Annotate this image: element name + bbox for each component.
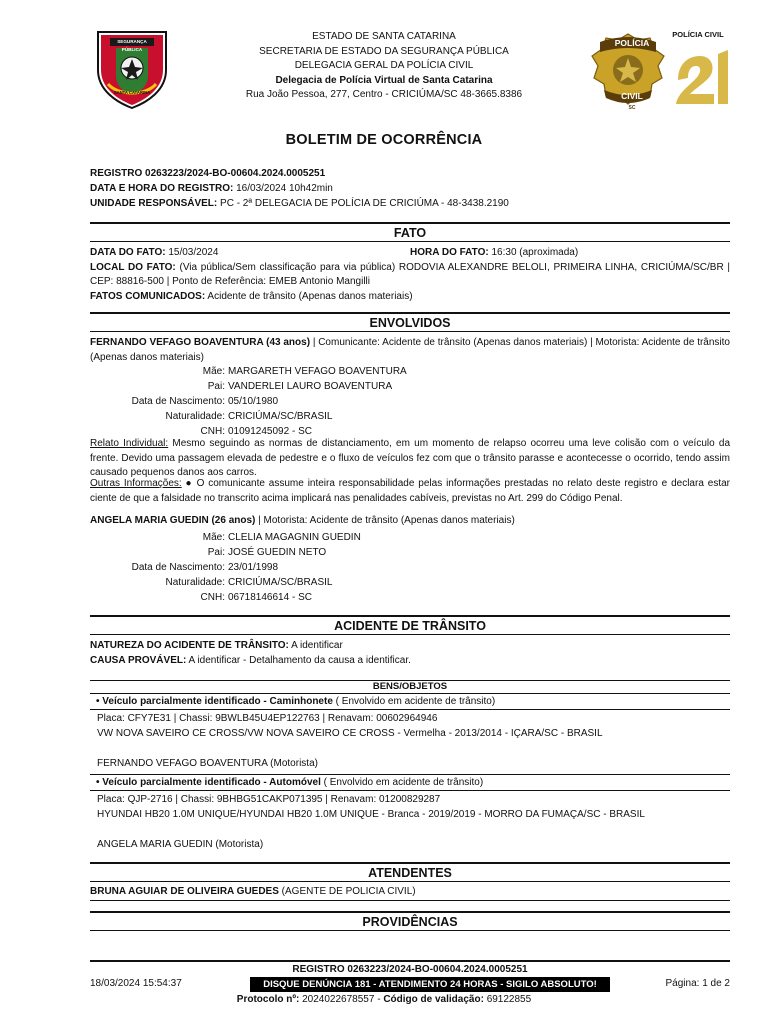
envolvido-1-pai (90, 379, 730, 394)
registro-line (90, 166, 730, 181)
header-address: Rua João Pessoa, 277, Centro - CRICIÚMA/SC 48-3665.8386 (245, 89, 523, 101)
naturalidade-value: CRICIÚMA/SC/BRASIL (228, 577, 333, 588)
envolvido-2-header (90, 514, 730, 529)
vehicle-2-ids: Placa: QJP-2716 | Chassi: 9BHBG51CAKP071395 | Renavam: 01200829287 (97, 794, 441, 805)
acidente-causa-row (90, 654, 730, 669)
naturalidade-value: CRICIÚMA/SC/BRASIL (228, 411, 333, 422)
pai-label: Pai: (207, 381, 225, 392)
fato-local-row (90, 261, 730, 290)
footer-registro: REGISTRO 0263223/2024-BO-00604.2024.0005251 (90, 960, 730, 977)
registro-label: REGISTRO (90, 168, 143, 179)
fato-local-value: (Via pública/Sem classificação para via pública) RODOVIA ALEXANDRE BELOLI, PRIMEIRA LINHA, CRICIÚMA/SC/BR | CEP: 88816-500 | Ponto de Referência: EMEB Antonio Mangilli (90, 261, 730, 287)
badge-text-bottom: CIVIL (621, 91, 643, 101)
policia-civil-label: POLÍCIA CIVIL (672, 30, 724, 39)
vehicle-2-model: HYUNDAI HB20 1.0M UNIQUE/HYUNDAI HB20 1.0M UNIQUE - Branca - 2019/2019 - MORRO DA FUMAÇA/SC - BRASIL (97, 809, 645, 820)
section-heading-acidente: ACIDENTE DE TRÂNSITO (90, 615, 730, 635)
logo-left-text-bottom: SANTA CATARINA (113, 90, 151, 95)
policia-civil-badge-logo (590, 28, 734, 114)
vehicle-1-title: • Veículo parcialmente identificado - Caminhonete (96, 696, 333, 707)
bens-objetos-heading: BENS/OBJETOS (90, 680, 730, 694)
atendente-name: BRUNA AGUIAR DE OLIVEIRA GUEDES (90, 886, 279, 897)
section-heading-providencias: PROVIDÊNCIAS (90, 911, 730, 931)
vehicle-1-driver: FERNANDO VEFAGO BOAVENTURA (Motorista) (97, 758, 318, 769)
data-hora-value: 16/03/2024 10h42min (236, 183, 333, 194)
vehicle-divider (90, 774, 730, 775)
unidade-value: PC - 2ª DELEGACIA DE POLÍCIA DE CRICIÚMA - 48-3438.2190 (220, 198, 509, 209)
nascimento-label: Data de Nascimento: (131, 562, 225, 573)
pai-value: JOSÉ GUEDIN NETO (228, 547, 327, 558)
document-title: BOLETIM DE OCORRÊNCIA (285, 132, 483, 148)
acidente-block (90, 639, 730, 668)
vehicle-1-spacer (97, 741, 730, 756)
fato-hora-col (410, 246, 730, 261)
natureza-value: A identificar (291, 640, 343, 651)
pai-value: VANDERLEI LAURO BOAVENTURA (228, 381, 393, 392)
protocolo-value: 2024022678557 (302, 994, 375, 1005)
section-heading-fato: FATO (90, 222, 730, 242)
envolvido-2-naturalidade (90, 575, 730, 590)
fato-hora-label: HORA DO FATO: (410, 247, 489, 258)
fato-hora-value: 16:30 (aproximada) (491, 247, 579, 258)
envolvido-1-roles: | Comunicante: Acidente de trânsito (Apenas danos materiais) | Motorista: Acidente de trânsito (Apenas danos materiais) (90, 337, 730, 363)
vehicle-1-status: ( Envolvido em acidente de trânsito) (332, 696, 496, 707)
natureza-label: NATUREZA DO ACIDENTE DE TRÂNSITO: (90, 640, 289, 651)
nascimento-value: 23/01/1998 (228, 562, 279, 573)
cnh-value: 01091245092 - SC (228, 426, 312, 437)
envolvido-1-nascimento (90, 394, 730, 409)
cnh-label: CNH: (200, 592, 225, 603)
nascimento-label: Data de Nascimento: (131, 396, 225, 407)
data-hora-line (90, 181, 730, 196)
header-state: ESTADO DE SANTA CATARINA (312, 31, 456, 42)
data-hora-label: DATA E HORA DO REGISTRO: (90, 183, 234, 194)
header-secretaria: SECRETARIA DE ESTADO DA SEGURANÇA PÚBLICA (259, 45, 509, 57)
mae-label: Mãe: (202, 366, 225, 377)
vehicle-2-body (97, 792, 730, 852)
mae-label: Mãe: (202, 532, 225, 543)
section-heading-atendentes: ATENDENTES (90, 862, 730, 882)
logo-left-text-top: SEGURANÇA PÚBLICA (117, 39, 147, 52)
vehicle-2-spacer (97, 822, 730, 837)
cnh-value: 06718146614 - SC (228, 592, 312, 603)
envolvido-2-details (90, 530, 730, 605)
envolvido-1-header (90, 336, 730, 365)
fato-comunicados-label: FATOS COMUNICADOS: (90, 290, 206, 302)
fato-block (90, 246, 730, 304)
footer-disque-denuncia-banner: DISQUE DENÚNCIA 181 - ATENDIMENTO 24 HORAS - SIGILO ABSOLUTO! (250, 977, 610, 992)
unidade-line (90, 196, 730, 211)
badge-text-top: POLÍCIA (614, 38, 650, 48)
registro-block (90, 166, 730, 211)
vehicle-2-status: ( Envolvido em acidente de trânsito) (320, 777, 484, 788)
validacao-label: Código de validação: (383, 994, 484, 1005)
registro-value: 0263223/2024-BO-00604.2024.0005251 (145, 168, 326, 179)
vehicle-2-driver: ANGELA MARIA GUEDIN (Motorista) (97, 839, 264, 850)
header-delegacia-virtual: Delegacia de Polícia Virtual de Santa Catarina (275, 74, 493, 86)
badge-text-sc: SC (628, 105, 636, 111)
fato-date-col (90, 246, 410, 261)
vehicle-2-heading (90, 776, 730, 791)
envolvido-2-cnh (90, 590, 730, 605)
unidade-label: UNIDADE RESPONSÁVEL: (90, 198, 218, 209)
envolvido-1-outras (90, 477, 730, 506)
envolvido-2-mae (90, 530, 730, 545)
atendente-row (90, 885, 730, 900)
naturalidade-label: Naturalidade: (165, 577, 225, 588)
relato-text: Mesmo seguindo as normas de distanciamento, em um momento de relapso ocorreu uma leve colisão com o veículo da frente. Devido uma passagem elevada de pedestre e o fluxo de veículos fez com que o trânsito parasse e acontecesse o ocorrido, tendo assim causado pequenos danos aos carros. (90, 438, 731, 478)
envolvido-2-roles: | Motorista: Acidente de trânsito (Apenas danos materiais) (255, 515, 515, 526)
vehicle-2-title: • Veículo parcialmente identificado - Automóvel (96, 777, 321, 788)
section-heading-envolvidos: ENVOLVIDOS (90, 312, 730, 332)
footer-datetime: 18/03/2024 15:54:37 (90, 978, 182, 989)
causa-label: CAUSA PROVÁVEL: (90, 654, 187, 666)
atendente-divider (90, 900, 730, 901)
envolvido-1-details (90, 364, 730, 439)
fato-local-label: LOCAL DO FATO: (90, 261, 176, 273)
envolvido-2-name: ANGELA MARIA GUEDIN (26 anos) (90, 515, 256, 526)
envolvido-1-mae (90, 364, 730, 379)
fato-data-label: DATA DO FATO: (90, 247, 166, 258)
envolvido-2-nascimento (90, 560, 730, 575)
acidente-natureza-row (90, 639, 730, 654)
fato-date-row (90, 246, 730, 261)
validacao-value: 69122855 (486, 994, 532, 1005)
fato-data-value: 15/03/2024 (168, 247, 219, 258)
causa-value: A identificar - Detalhamento da causa a identificar. (188, 654, 411, 666)
envolvido-1-relato (90, 437, 730, 481)
outras-text: ● O comunicante assume inteira responsabilidade pelas informações prestadas no relato deste registro e declara estar ciente de que a falsidade no transcrito acima implicará nas penalidades cabíveis, previstas no Art. 299 do Código Penal. (90, 478, 730, 504)
vehicle-1-model: VW NOVA SAVEIRO CE CROSS/VW NOVA SAVEIRO CE CROSS - Vermelha - 2013/2014 - IÇARA/SC - BRASIL (97, 728, 603, 739)
mae-value: CLELIA MAGAGNIN GUEDIN (228, 532, 361, 543)
footer-page-number: Página: 1 de 2 (665, 978, 730, 989)
nascimento-value: 05/10/1980 (228, 396, 279, 407)
pai-label: Pai: (207, 547, 225, 558)
vehicle-1-ids: Placa: CFY7E31 | Chassi: 9BWLB45U4EP122763 | Renavam: 00602964946 (97, 713, 438, 724)
fato-comunicados-value: Acidente de trânsito (Apenas danos materiais) (207, 290, 413, 302)
fato-comunicados-row (90, 290, 730, 305)
naturalidade-label: Naturalidade: (165, 411, 225, 422)
envolvido-1-name: FERNANDO VEFAGO BOAVENTURA (43 anos) (90, 337, 311, 348)
envolvido-1-naturalidade (90, 409, 730, 424)
vehicle-1-body (97, 711, 730, 771)
atendente-role: (AGENTE DE POLICIA CIVIL) (278, 886, 416, 897)
relato-label: Relato Individual: (90, 438, 169, 449)
protocolo-label: Protocolo nº: (236, 994, 300, 1005)
vehicle-1-heading (90, 695, 730, 710)
cnh-label: CNH: (200, 426, 225, 437)
mae-value: MARGARETH VEFAGO BOAVENTURA (228, 366, 407, 377)
footer-protocolo: Protocolo nº: 2024022678557 - Código de validação: 69122855 (236, 994, 532, 1005)
outras-label: Outras Informações: (90, 478, 182, 489)
envolvido-2-pai (90, 545, 730, 560)
header-delegacia-geral: DELEGACIA GERAL DA POLÍCIA CIVIL (294, 60, 474, 72)
